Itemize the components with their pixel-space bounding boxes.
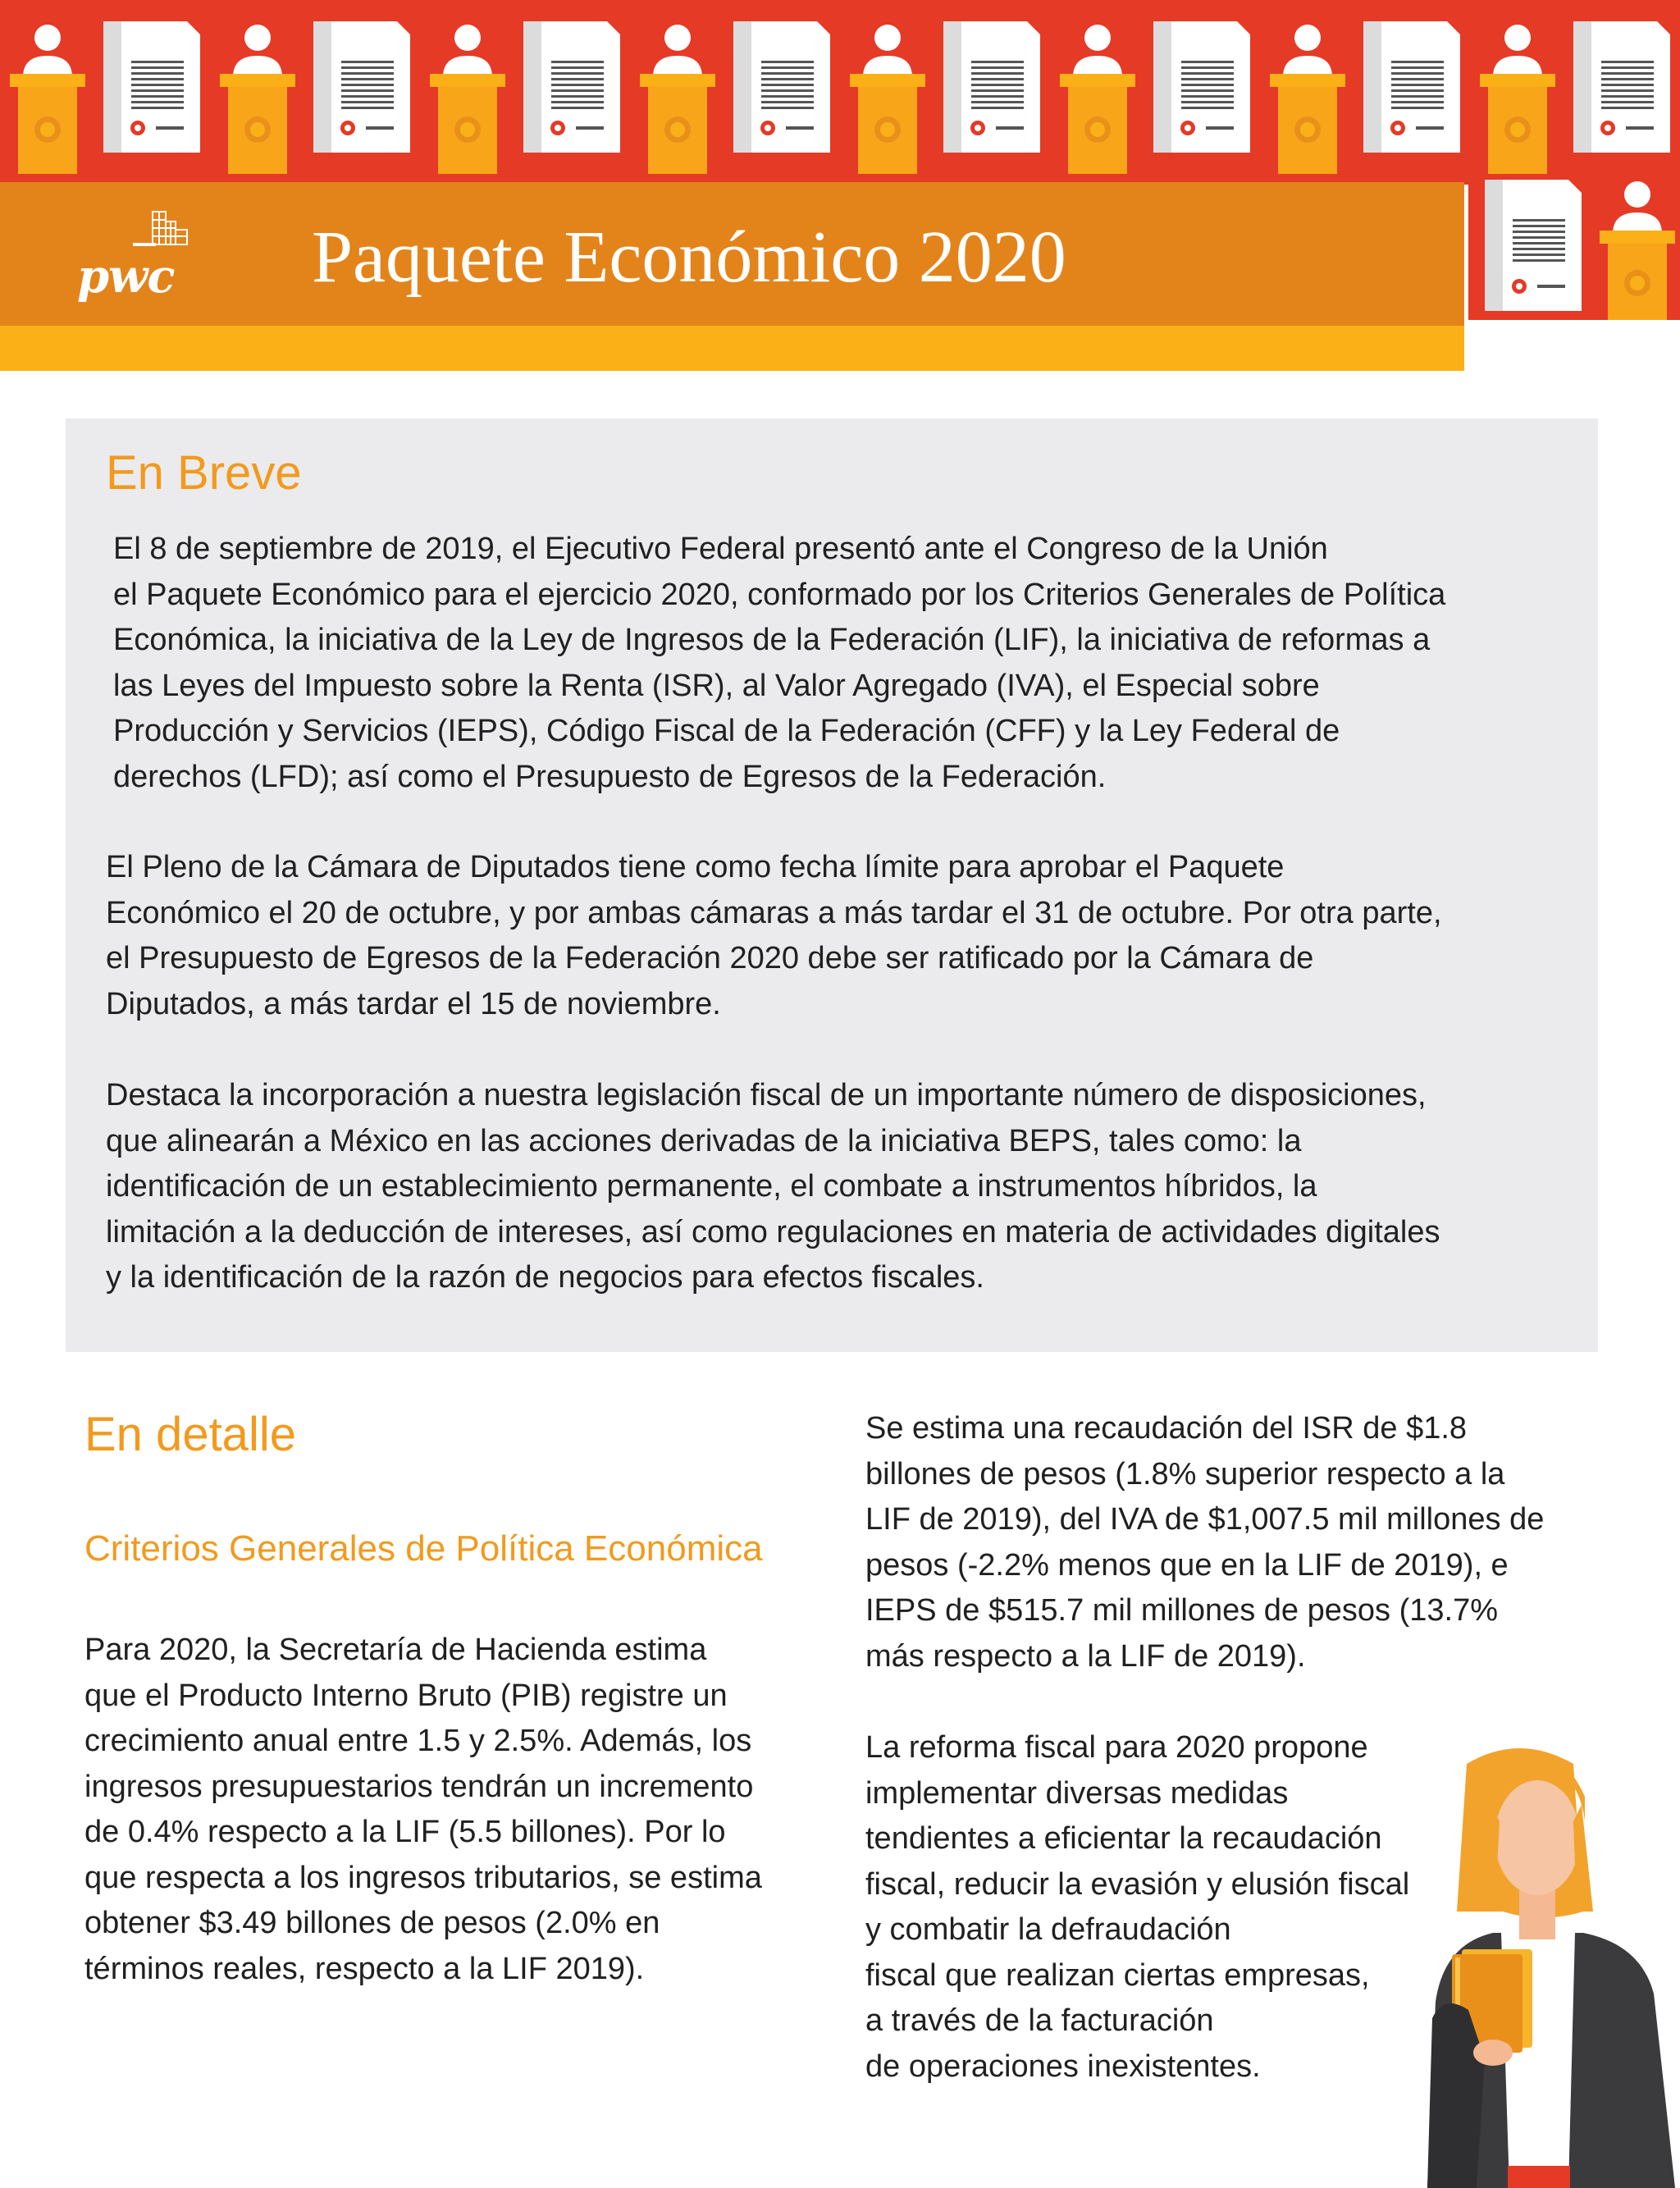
podium-speaker-icon [220, 25, 295, 174]
document-seal-icon [313, 21, 410, 153]
document-seal-icon [523, 21, 620, 153]
detail-heading: En detalle [84, 1408, 296, 1461]
logo-wordmark: pwc [77, 249, 175, 304]
podium-speaker-icon [1480, 25, 1555, 174]
podium-speaker-icon [430, 25, 505, 174]
detail-paragraph-1: Para 2020, la Secretaría de Hacienda estima que el Producto Interno Bruto (PIB) registre un crecimiento anual entre 1.5 y 2.5%. Además, los ingresos presupuestarios tendrán un incremento de 0.4% respecto a la LIF (5.5 billones). Por lo que respecta a los ingresos tributarios, se estima obtener $3.49 billones de pesos (2.0% en términos reales, respecto a la LIF 2019). [84, 1633, 762, 1986]
document-seal-icon [733, 21, 830, 153]
summary-paragraph-3: Destaca la incorporación a nuestra legislación fiscal de un importante número de disposiciones, que alinearán a México en las acciones derivadas de la iniciativa BEPS, tales como: la identificación de un establecimiento permanente, el combate a instrumentos híbridos, la limitación a la deducción de intereses, así como regulaciones en materia de actividades digitales y la identificación de la razón de negocios para efectos fiscales. [106, 1078, 1440, 1295]
document-seal-icon [103, 21, 200, 153]
header-side-icons [1468, 176, 1680, 320]
header-icon-row [0, 0, 1680, 185]
summary-paragraph-1: El 8 de septiembre de 2019, el Ejecutivo Federal presentó ante el Congreso de la Unión el Paquete Económico para el ejercicio 2020, conformado por los Criterios Generales de Política Económica, la iniciativa de la Ley de Ingresos de la Federación (LIF), la iniciativa de reformas a las Leyes del Impuesto sobre la Renta (ISR), al Valor Agregado (IVA), el Especial sobre Producción y Servicios (IEPS), Código Fiscal de la Federación (CFF) y la Ley Federal de derechos (LFD); así como el Presupuesto de Egresos de la Federación. [113, 532, 1446, 794]
document-seal-icon [1573, 21, 1670, 153]
document-seal-icon [943, 21, 1040, 153]
podium-speaker-icon [10, 25, 85, 174]
document-seal-icon [1363, 21, 1460, 153]
header-yellow-strip [0, 326, 1464, 371]
pwc-logo [72, 205, 212, 312]
building-logo-icon [72, 205, 212, 254]
document-seal-icon [1153, 21, 1250, 153]
summary-paragraph-2: El Pleno de la Cámara de Diputados tiene como fecha límite para aprobar el Paquete Económico el 20 de octubre, y por ambas cámaras a más tardar el 31 de octubre. Por otra parte, el Presupuesto de Egresos de la Federación 2020 debe ser ratificado por la Cámara de Diputados, a más tardar el 15 de noviembre. [106, 850, 1442, 1021]
podium-speaker-icon [1060, 25, 1135, 174]
page-title: Paquete Económico 2020 [312, 217, 1066, 298]
detail-paragraph-2: Se estima una recaudación del ISR de $1.8 billones de pesos (1.8% superior respecto a la LIF de 2019), del IVA de $1,007.5 mil millones de pesos (-2.2% menos que en la LIF de 2019), e IEPS de $515.7 mil millones de pesos (13.7% más respecto a la LIF de 2019). [865, 1411, 1545, 1674]
podium-speaker-icon [1270, 25, 1345, 174]
detail-paragraph-3: La reforma fiscal para 2020 propone implementar diversas medidas tendientes a eficientar la recaudación fiscal, reducir la evasión y elusión fiscal y combatir la defraudación fiscal que realizan ciertas empresas, a través de la facturación de operaciones inexistentes. [865, 1730, 1410, 2084]
summary-heading: En Breve [106, 446, 302, 500]
podium-speaker-icon [640, 25, 715, 174]
document-seal-icon [1485, 180, 1582, 311]
summary-box [66, 418, 1598, 1352]
detail-subheading: Criterios Generales de Política Económica [84, 1528, 763, 1569]
podium-speaker-icon [850, 25, 925, 174]
woman-holding-books-illustration [1419, 1747, 1680, 2188]
